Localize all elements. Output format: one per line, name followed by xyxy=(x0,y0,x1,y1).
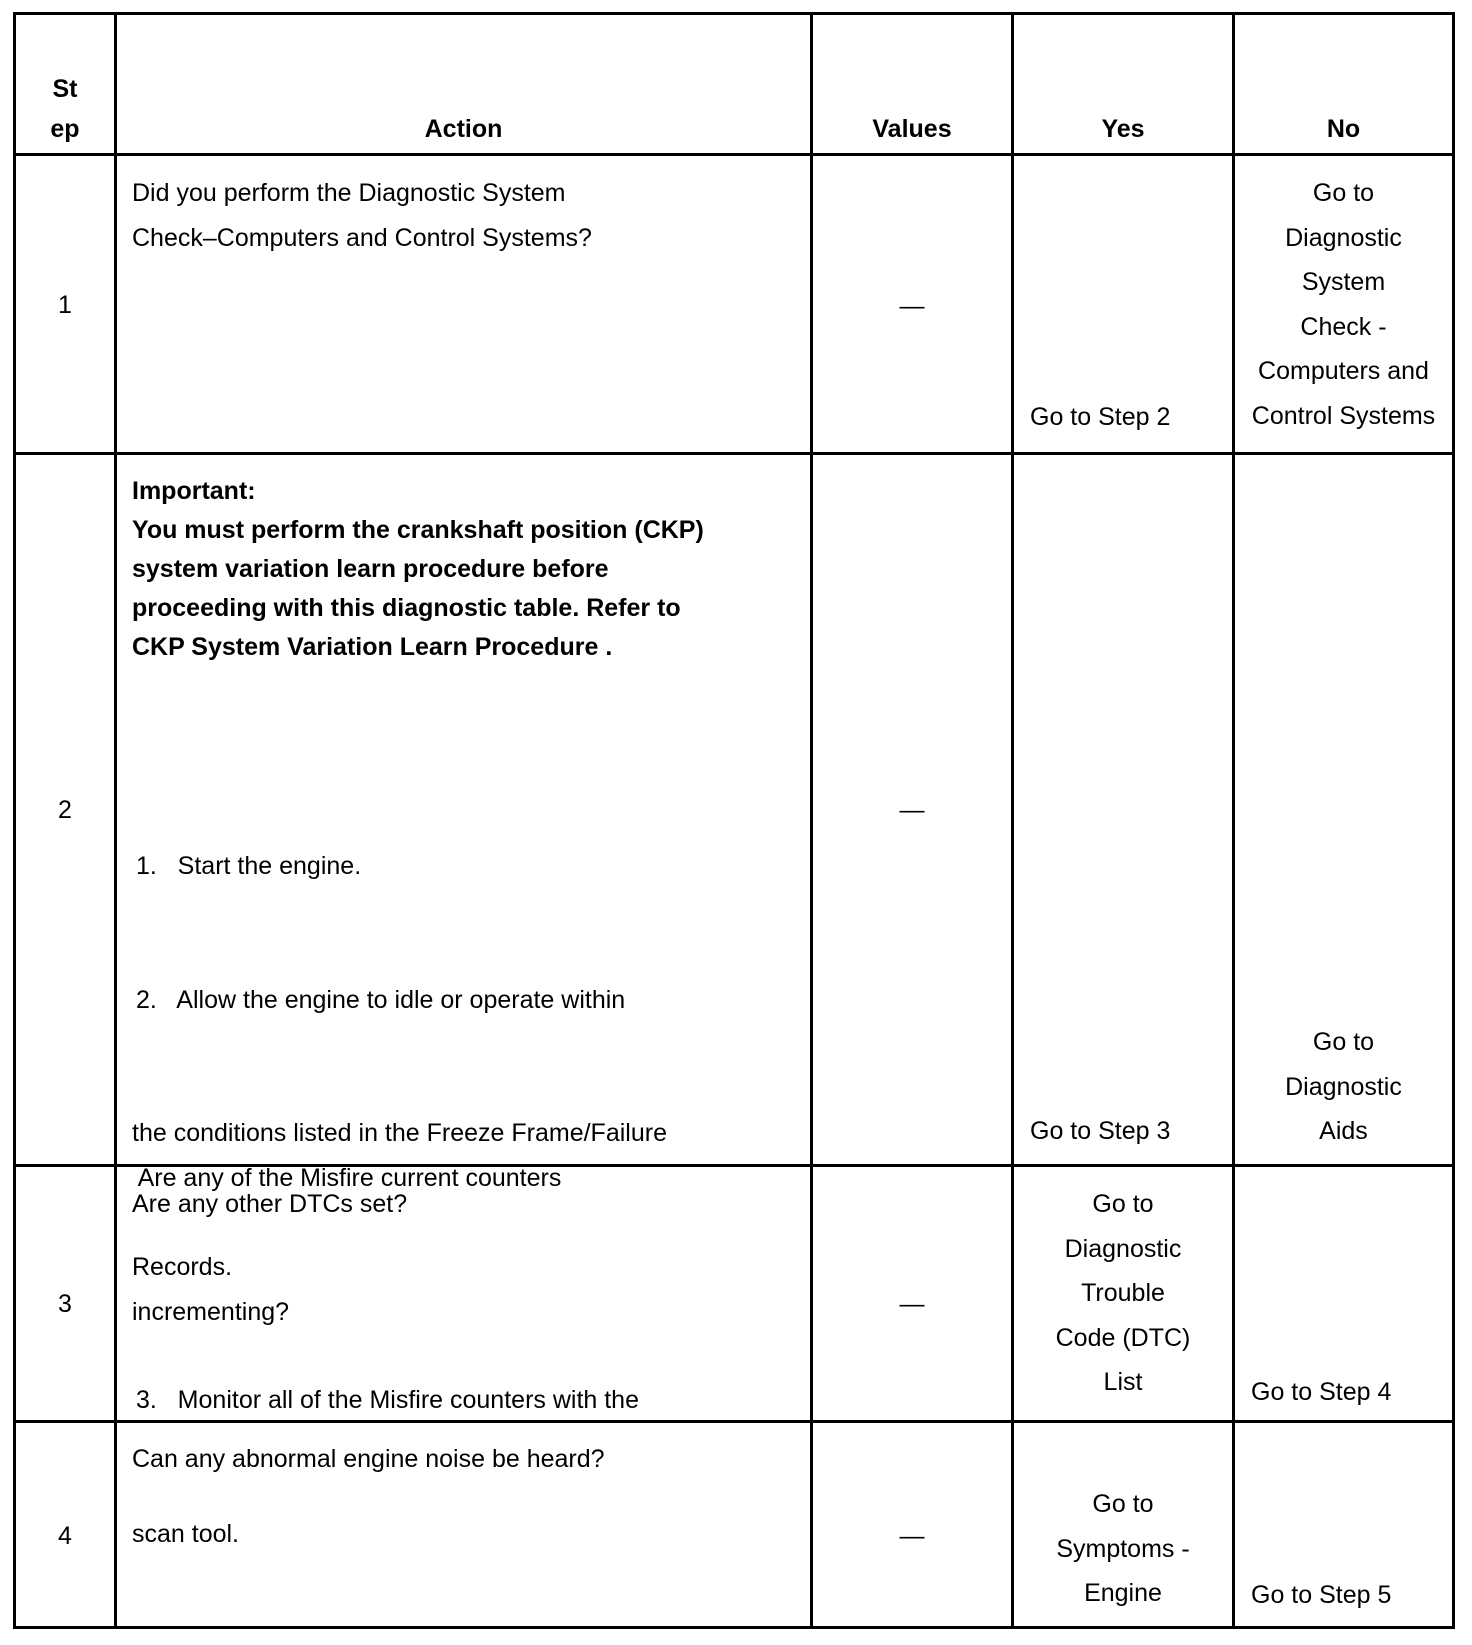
action-line: Records. xyxy=(132,1252,233,1281)
value-text: — xyxy=(899,292,925,320)
action-line: 3. Monitor all of the Misfire counters with the xyxy=(136,1386,639,1414)
step-number: 2 xyxy=(58,796,72,824)
value-text: — xyxy=(899,796,925,824)
header-step xyxy=(16,69,114,149)
value-text: — xyxy=(899,1290,925,1318)
header-no: No xyxy=(1326,115,1361,143)
action-line: Are any other DTCs set? xyxy=(132,1190,408,1218)
important-line: CKP System Variation Learn Procedure . xyxy=(132,633,613,661)
yes-line: Engine xyxy=(1084,1579,1162,1607)
action-line: 1. Start the engine. xyxy=(136,852,362,880)
action-text xyxy=(132,1182,407,1227)
yes-line: Diagnostic xyxy=(1064,1234,1182,1263)
no-link[interactable]: Go to Step 5 xyxy=(1251,1581,1392,1609)
header-action: Action xyxy=(424,115,503,143)
no-link[interactable] xyxy=(1235,1020,1452,1154)
column-divider xyxy=(114,12,117,1629)
yes-link[interactable] xyxy=(1014,1482,1232,1616)
no-line: System xyxy=(1301,268,1386,296)
yes-line: Trouble xyxy=(1081,1279,1165,1307)
step-number: 4 xyxy=(58,1522,72,1550)
no-line: Aids xyxy=(1319,1117,1368,1145)
action-line: 2. Allow the engine to idle or operate within xyxy=(136,985,626,1014)
yes-link[interactable]: Go to Step 3 xyxy=(1030,1117,1171,1145)
important-line: proceeding with this diagnostic table. Refer to xyxy=(132,594,681,622)
no-line: Control Systems xyxy=(1251,401,1436,430)
no-link[interactable] xyxy=(1235,171,1452,438)
yes-line: Symptoms - xyxy=(1056,1534,1190,1563)
action-text xyxy=(132,171,592,260)
row-divider xyxy=(13,452,1455,455)
yes-link[interactable] xyxy=(1014,1182,1232,1405)
no-line: Diagnostic xyxy=(1285,223,1402,252)
no-line: Diagnostic xyxy=(1285,1072,1402,1101)
action-question xyxy=(132,1067,561,1423)
header-values: Values xyxy=(872,115,952,143)
no-line: Check - xyxy=(1300,312,1387,341)
header-step-line: ep xyxy=(50,115,80,143)
important-line: You must perform the crankshaft position (CKP) xyxy=(132,516,704,544)
step-number: 1 xyxy=(58,291,72,319)
yes-line: Go to xyxy=(1092,1190,1154,1218)
header-step-line: St xyxy=(52,75,78,103)
action-text xyxy=(132,1437,605,1482)
yes-link[interactable]: Go to Step 2 xyxy=(1030,403,1171,431)
action-line: the conditions listed in the Freeze Frame/Failure xyxy=(132,1119,667,1147)
action-line: Did you perform the Diagnostic System xyxy=(132,179,566,207)
no-line: Go to xyxy=(1312,1028,1375,1056)
action-line: scan tool. xyxy=(132,1519,240,1548)
important-note xyxy=(132,511,704,667)
value-text: — xyxy=(899,1522,925,1550)
no-link[interactable]: Go to Step 4 xyxy=(1251,1378,1392,1406)
important-label: Important: xyxy=(132,477,256,505)
no-line: Go to xyxy=(1312,179,1375,207)
yes-line: Code (DTC) xyxy=(1055,1323,1191,1352)
action-line: Can any abnormal engine noise be heard? xyxy=(132,1445,605,1473)
yes-line: List xyxy=(1103,1368,1143,1396)
header-yes: Yes xyxy=(1101,115,1145,143)
yes-line: Go to xyxy=(1092,1490,1154,1518)
row-divider xyxy=(13,153,1455,156)
action-line: Check–Computers and Control Systems? xyxy=(132,223,592,252)
no-line: Computers and xyxy=(1258,357,1429,385)
question-line: incrementing? xyxy=(132,1297,290,1326)
diagnostic-table xyxy=(13,12,1455,1629)
important-line: system variation learn procedure before xyxy=(132,555,609,583)
step-number: 3 xyxy=(58,1290,72,1318)
question-line: Are any of the Misfire current counters xyxy=(132,1164,562,1192)
